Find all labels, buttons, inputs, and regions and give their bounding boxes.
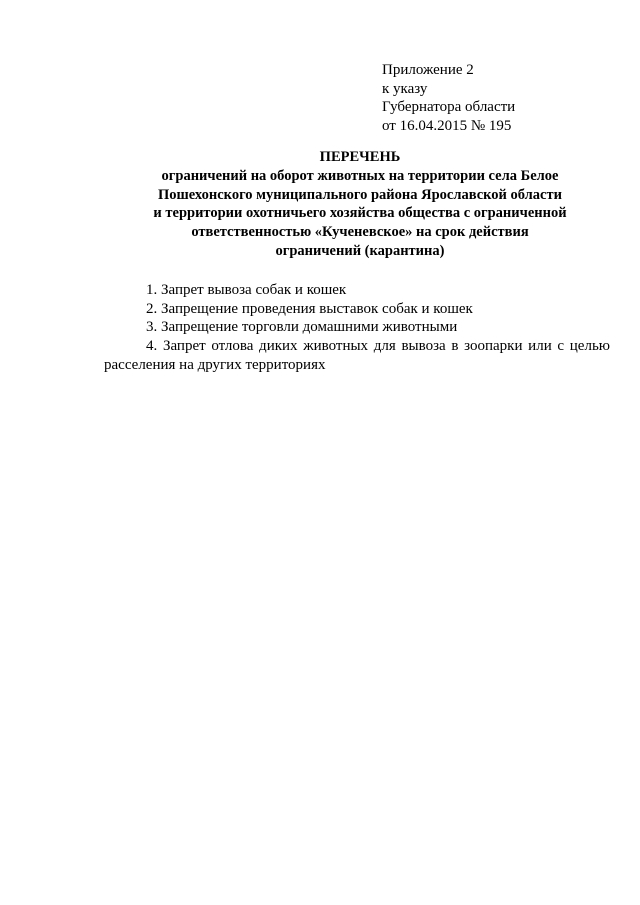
title-line: ограничений на оборот животных на территории села Белое xyxy=(161,167,559,184)
list-item: 3. Запрещение торговли домашними животными xyxy=(146,319,458,336)
title-heading: ПЕРЕЧЕНЬ xyxy=(319,149,401,165)
appendix-authority: Губернатора области xyxy=(382,99,516,115)
list-item: 4. Запрет отлова диких животных для вывоза в зоопарки или с целью расселения на других территориях xyxy=(104,338,610,373)
appendix-date-number: от 16.04.2015 № 195 xyxy=(382,117,512,134)
appendix-reference: к указу xyxy=(382,80,428,97)
appendix-header xyxy=(382,61,612,135)
title-line: и территории охотничьего хозяйства общества с ограниченной xyxy=(153,205,567,222)
title-line: Пошехонского муниципального района Ярославской области xyxy=(158,186,562,203)
restrictions-list xyxy=(104,281,610,375)
title-line: ответственностью «Кученевское» на срок действия xyxy=(191,224,529,241)
list-item: 2. Запрещение проведения выставок собак и кошек xyxy=(146,300,473,317)
document-title xyxy=(100,148,620,261)
title-line: ограничений (карантина) xyxy=(275,242,445,259)
appendix-number: Приложение 2 xyxy=(382,62,474,78)
list-item: 1. Запрет вывоза собак и кошек xyxy=(146,282,347,298)
